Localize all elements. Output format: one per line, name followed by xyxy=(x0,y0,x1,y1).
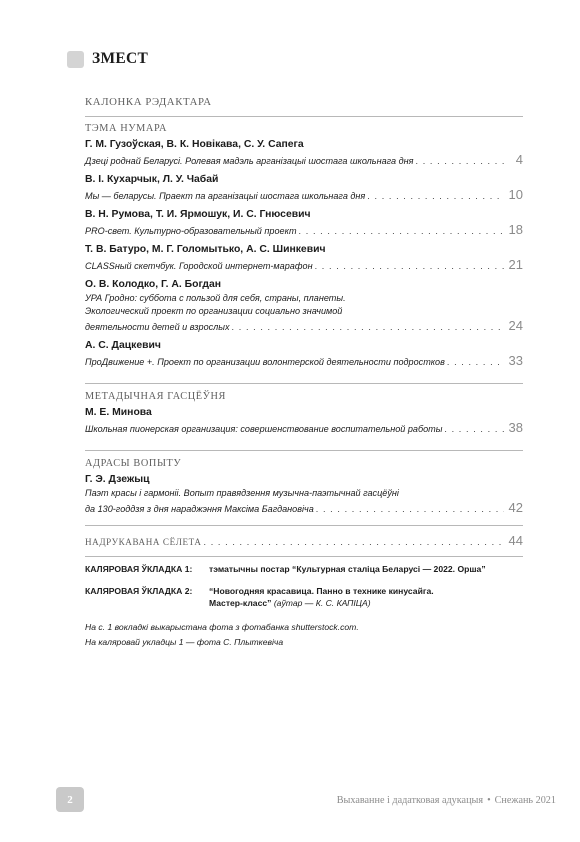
entry-title-line: Школьная пионерская организация: совершенствование воспитательной работы xyxy=(85,424,443,434)
dot-leader xyxy=(367,191,504,201)
separator xyxy=(85,116,523,117)
entry-title-line: УРА Гродно: суббота с пользой для себя, страны, планеты. xyxy=(85,293,346,303)
entry-title-row xyxy=(85,222,523,237)
entry-title-line: Дзеці роднай Беларусі. Ролевая мадэль арганізацыі шостага школьнага дня xyxy=(85,156,414,166)
bullet-separator: • xyxy=(487,795,491,806)
dot-leader xyxy=(316,504,504,514)
photo-notes xyxy=(85,621,359,649)
dot-leader xyxy=(447,357,504,367)
dot-leader xyxy=(416,156,504,166)
toc-entry[interactable] xyxy=(85,278,523,333)
page-number: 18 xyxy=(508,222,523,237)
square-marker-icon xyxy=(67,51,84,68)
toc-entry[interactable] xyxy=(85,406,523,435)
page-number: 10 xyxy=(508,187,523,202)
entry-title-line: ПроДвижение +. Проект по организации волонтерской деятельности подростков xyxy=(85,357,445,367)
entry-authors: В. Н. Румова, Т. И. Ярмошук, И. С. Гнюсевич xyxy=(85,209,311,220)
entry-title-row xyxy=(85,187,523,202)
page-number: 33 xyxy=(508,353,523,368)
entry-title-line: деятельности детей и взрослых xyxy=(85,322,230,332)
entry-title-line: Паэт красы і гармоніі. Вопыт правядзення музычна-паэтычнай гасцёўні xyxy=(85,488,399,498)
entry-title-line: Экологический проект по организации социально значимой xyxy=(85,306,343,316)
separator xyxy=(85,450,523,451)
section-printed-title: НАДРУКАВАНА СЁЛЕТА xyxy=(85,537,202,547)
insert-description: тэматычны постар “Культурная сталіца Беларусі — 2022. Орша” xyxy=(209,564,486,574)
toc-entry[interactable] xyxy=(85,473,523,515)
separator xyxy=(85,525,523,526)
page-number-badge: 2 xyxy=(56,787,84,812)
dot-leader xyxy=(204,537,504,547)
running-footer xyxy=(337,795,556,806)
entry-authors: Г. М. Гузоўская, В. К. Новікава, С. У. Сапега xyxy=(85,139,304,150)
section-theme-title: ТЭМА НУМАРА xyxy=(85,123,168,134)
journal-name: Выхаванне і дадатковая адукацыя xyxy=(336,795,484,806)
page-number: 21 xyxy=(508,257,523,272)
separator xyxy=(85,556,523,557)
entry-authors: Г. Э. Дзежыц xyxy=(85,474,150,485)
toc-entry[interactable] xyxy=(85,208,523,237)
insert-author-note: (аўтар — К. С. КАПІЦА) xyxy=(271,598,371,608)
toc-entry[interactable] xyxy=(85,243,523,272)
insert-description: “Новогодняя красавица. Панно в технике кинусайга. Мастер-класс” (аўтар — К. С. КАПІЦА) xyxy=(209,586,434,608)
entry-authors: О. В. Колодко, Г. А. Богдан xyxy=(85,279,222,290)
dot-leader xyxy=(299,226,504,236)
entry-title-row xyxy=(85,152,523,167)
entry-title-row xyxy=(85,257,523,272)
entry-authors: А. С. Дацкевич xyxy=(85,340,161,351)
page-number: 4 xyxy=(515,152,523,167)
insert-label: КАЛЯРОВАЯ ЎКЛАДКА 2: xyxy=(85,586,193,596)
entry-title-row xyxy=(85,353,523,368)
entry-title-line: PRO-свет. Культурно-образовательный проект xyxy=(85,226,297,236)
page-number: 24 xyxy=(508,318,523,333)
toc-entry[interactable] xyxy=(85,173,523,202)
toc-header xyxy=(67,50,148,68)
dot-leader xyxy=(232,322,504,332)
toc-entry-printed[interactable] xyxy=(85,533,523,549)
toc-title: ЗМЕСТ xyxy=(92,50,149,67)
separator xyxy=(85,383,523,384)
insert-label: КАЛЯРОВАЯ ЎКЛАДКА 1: xyxy=(85,564,193,574)
toc-content xyxy=(85,94,523,557)
entry-title-row xyxy=(85,420,523,435)
method-entries xyxy=(85,406,523,435)
page-number: 44 xyxy=(508,533,523,548)
entry-authors: В. І. Кухарчык, Л. У. Чабай xyxy=(85,174,219,185)
page-number: 38 xyxy=(508,420,523,435)
page-number: 42 xyxy=(508,500,523,515)
entry-title-line: CLASSный скетчбук. Городской интернет-марафон xyxy=(85,261,313,271)
experience-entries xyxy=(85,473,523,515)
dot-leader xyxy=(444,424,504,434)
section-experience-title: АДРАСЫ ВОПЫТУ xyxy=(85,458,182,469)
entry-authors: Т. В. Батуро, М. Г. Голомытько, А. С. Шинкевич xyxy=(85,244,326,255)
dot-leader xyxy=(315,261,504,271)
note-line: На каляровай укладцы 1 — фота С. Плыткевіча xyxy=(85,637,284,647)
entry-title-row xyxy=(85,318,523,333)
theme-entries xyxy=(85,138,523,368)
entry-title-line: да 130-годдзя з дня нараджэння Максіма Багдановіча xyxy=(85,504,314,514)
toc-entry[interactable] xyxy=(85,339,523,368)
toc-entry[interactable] xyxy=(85,138,523,167)
note-line: На с. 1 вокладкі выкарыстана фота з фотабанка shutterstock.com. xyxy=(85,622,359,632)
entry-title-line: Мы — беларусы. Праект па арганізацыі шостага школьнага дня xyxy=(85,191,366,201)
section-editor-column: КАЛОНКА РЭДАКТАРА xyxy=(85,96,212,108)
section-method-title: МЕТАДЫЧНАЯ ГАСЦЁЎНЯ xyxy=(85,391,227,402)
entry-title-row xyxy=(85,500,523,515)
entry-authors: М. Е. Минова xyxy=(85,407,152,418)
issue-date: Снежань 2021 xyxy=(494,795,556,806)
